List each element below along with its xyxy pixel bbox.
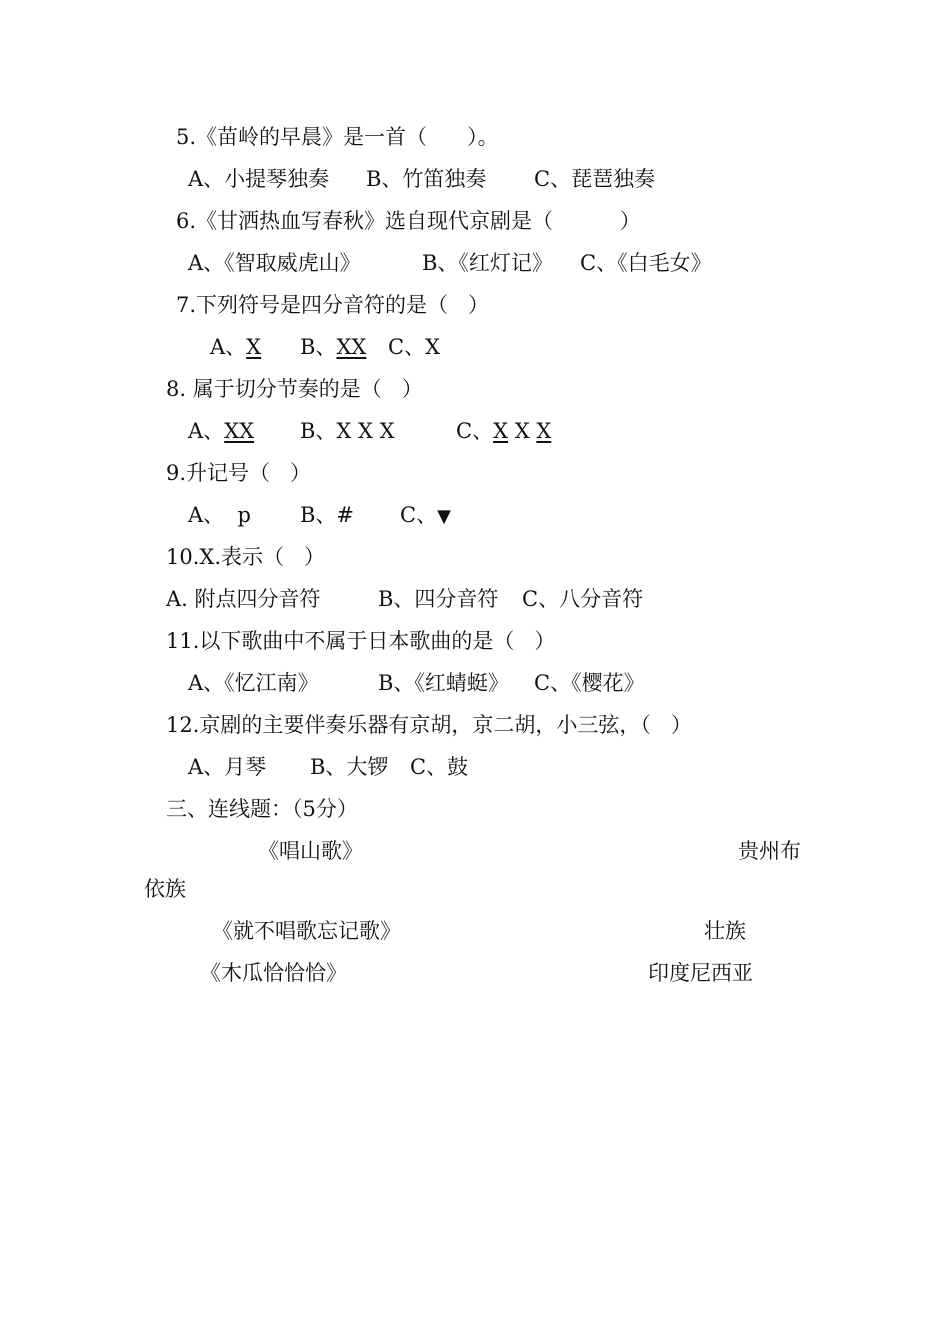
q8-stem: 8. 属于切分节奏的是（ ） — [166, 377, 423, 401]
match-left-item: 《唱山歌》 — [258, 839, 363, 863]
down-triangle-icon: ▼ — [437, 506, 451, 527]
q10-option-b: B、四分音符 — [378, 587, 499, 611]
q8-option-c-note2: X — [536, 419, 552, 443]
q9-option-a: A、 p — [188, 503, 251, 527]
q7-option-a — [210, 333, 261, 361]
q12-stem: 12.京剧的主要伴奏乐器有京胡，京二胡，小三弦，（ ） — [166, 713, 692, 737]
match-right-item: 贵州布 — [738, 839, 801, 863]
q6-option-c: C、《白毛女》 — [580, 251, 712, 275]
match-left-item: 《木瓜恰恰恰》 — [200, 961, 347, 985]
q7-option-b-note: XX — [336, 335, 367, 359]
q10-stem: 10.X.表示（ ） — [166, 545, 326, 569]
q9-option-b: B、# — [300, 503, 355, 527]
q5-stem: 5.《苗岭的早晨》是一首（ ）。 — [176, 125, 499, 149]
section3-heading: 三、连线题：（5分） — [166, 797, 358, 821]
q12-option-c: C、鼓 — [410, 755, 469, 779]
match-right-item-continued: 依族 — [144, 877, 186, 901]
match-left-item: 《就不唱歌忘记歌》 — [212, 919, 401, 943]
q5-option-b: B、竹笛独奏 — [366, 167, 487, 191]
q11-option-b: B、《红蜻蜓》 — [378, 671, 509, 695]
q9-option-c — [400, 501, 451, 531]
q7-option-b-prefix: B、 — [300, 335, 337, 359]
q8-option-a — [188, 417, 254, 445]
q10-option-a: A. 附点四分音符 — [166, 587, 321, 611]
match-right-item: 壮族 — [704, 919, 746, 943]
q8-option-c-mid: X — [508, 419, 537, 443]
q8-option-c — [456, 417, 551, 445]
q9-option-c-prefix: C、 — [400, 503, 438, 527]
q12-option-b: B、大锣 — [310, 755, 389, 779]
q7-option-c: C、X — [388, 335, 441, 359]
q12-option-a: A、月琴 — [188, 755, 267, 779]
q5-option-a: A、小提琴独奏 — [188, 167, 330, 191]
q6-option-a: A、《智取威虎山》 — [188, 251, 361, 275]
q8-option-a-note: XX — [224, 419, 255, 443]
q7-stem: 7.下列符号是四分音符的是（ ） — [176, 293, 490, 317]
q7-option-a-prefix: A、 — [210, 335, 247, 359]
q5-option-c: C、琵琶独奏 — [534, 167, 656, 191]
q11-stem: 11.以下歌曲中不属于日本歌曲的是（ ） — [166, 629, 556, 653]
q9-stem: 9.升记号（ ） — [166, 461, 312, 485]
match-right-item: 印度尼西亚 — [648, 961, 753, 985]
q11-option-c: C、《樱花》 — [534, 671, 645, 695]
q6-stem: 6.《甘洒热血写春秋》选自现代京剧是（ ） — [176, 209, 641, 233]
q7-option-a-note: X — [246, 335, 262, 359]
q7-option-b — [300, 333, 366, 361]
q8-option-c-note1: X — [493, 419, 509, 443]
q6-option-b: B、《红灯记》 — [422, 251, 553, 275]
q11-option-a: A、《忆江南》 — [188, 671, 319, 695]
q8-option-b: B、X X X — [300, 419, 395, 443]
q10-option-c: C、八分音符 — [522, 587, 644, 611]
q8-option-c-prefix: C、 — [456, 419, 494, 443]
q8-option-a-prefix: A、 — [188, 419, 225, 443]
